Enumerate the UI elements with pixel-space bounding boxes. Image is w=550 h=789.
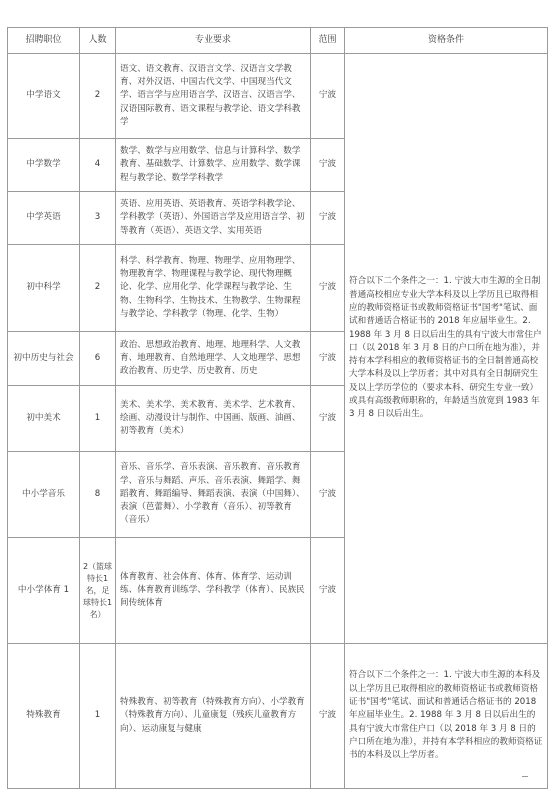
qualification-cell-group2: 符合以下二个条件之一：1. 宁波大市生源的本科及以上学历且已取得相应的教师资格证书或教师资格证书"国考"笔试、面试和普通话合格证书的 2018 年应届毕业生。2. 1988 年 3 月 8 日以后出生的具有宁波大市常住户口（以 2018 年 3 月 8 日的户口所在地为准），并持有本学科相应的教师资格证书的本科及以上学历者。 xyxy=(345,644,548,789)
position-cell: 特殊教育 xyxy=(8,644,80,789)
position-cell: 中学数学 xyxy=(8,139,80,192)
header-qualification: 资格条件 xyxy=(345,28,548,54)
header-count: 人数 xyxy=(80,28,116,54)
major-cell: 体育教育、社会体育、体育、体育学、运动训练、体育教育训练学、学科教学（体育）、民族民间传统体育 xyxy=(116,538,311,644)
major-cell: 音乐、音乐学、音乐表演、音乐教育、音乐教育学、音乐与舞蹈、声乐、音乐表演、舞蹈学、舞蹈教育、舞蹈编导、舞蹈表演、表演（中国舞）、表演（芭蕾舞）、小学教育（音乐）、初等教育（音乐） xyxy=(116,452,311,538)
position-cell: 中学英语 xyxy=(8,192,80,245)
table-header-row xyxy=(8,28,548,54)
page-corner-mark xyxy=(522,776,528,780)
header-scope: 范围 xyxy=(311,28,345,54)
count-cell: 2 xyxy=(80,54,116,139)
scope-cell: 宁波 xyxy=(311,538,345,644)
scope-cell: 宁波 xyxy=(311,54,345,139)
position-cell: 中学语文 xyxy=(8,54,80,139)
recruitment-table xyxy=(7,27,548,789)
major-cell: 语文、语文教育、汉语言文学、汉语言文学教育、对外汉语、中国古代文学、中国现当代文学、语言学与应用语言学、汉语言、汉语言学、汉语国际教育、语文课程与教学论、语文学科教学 xyxy=(116,54,311,139)
position-cell: 中小学音乐 xyxy=(8,452,80,538)
table-row xyxy=(8,644,548,789)
position-cell: 初中历史与社会 xyxy=(8,332,80,386)
scope-cell: 宁波 xyxy=(311,139,345,192)
major-cell: 特殊教育、初等教育（特殊教育方向）、小学教育（特殊教育方向）、儿童康复（残疾儿童教育方向）、运动康复与健康 xyxy=(116,644,311,789)
header-major: 专业要求 xyxy=(116,28,311,54)
table-row xyxy=(8,54,548,139)
major-cell: 美术、美术学、美术教育、美术学、艺术教育、绘画、动漫设计与制作、中国画、版画、油画、初等教育（美术） xyxy=(116,386,311,452)
scope-cell: 宁波 xyxy=(311,452,345,538)
major-cell: 数学、数学与应用数学、信息与计算科学、数学教育、基础数学、计算数学、应用数学、数学课程与教学论、数学学科教学 xyxy=(116,139,311,192)
position-cell: 中小学体育 1 xyxy=(8,538,80,644)
position-cell: 初中科学 xyxy=(8,245,80,332)
scope-cell: 宁波 xyxy=(311,644,345,789)
count-cell: 2（篮球特长1名，足球特长1名） xyxy=(80,538,116,644)
scope-cell: 宁波 xyxy=(311,192,345,245)
count-cell: 4 xyxy=(80,139,116,192)
scope-cell: 宁波 xyxy=(311,332,345,386)
count-cell: 1 xyxy=(80,644,116,789)
qualification-cell-group1: 符合以下二个条件之一：1. 宁波大市生源的全日制普通高校相应专业大学本科及以上学历且已取得相应的教师资格证书或教师资格证书"国考"笔试、面试和普通话合格证书的 2018 年应届毕业生。2. 1988 年 3 月 8 日以后出生的具有宁波大市常住户口（以 2018 年 3 月 8 日的户口所在地为准），并持有本学科相应的教师资格证书的全日制普通高校大学本科及以上学历者；其中对具有全日制研究生及以上学历学位的（要求本科、研究生专业一致）或具有高级教师职称的，年龄适当放宽到 1983 年 3 月 8 日以后出生。 xyxy=(345,54,548,644)
count-cell: 2 xyxy=(80,245,116,332)
major-cell: 英语、应用英语、英语教育、英语学科教学论、学科教学（英语）、外国语言学及应用语言学、初等教育（英语）、英语文学、实用英语 xyxy=(116,192,311,245)
major-cell: 政治、思想政治教育、地理、地理科学、人文教育、地理教育、自然地理学、人文地理学、思想政治教育、历史学、历史教育、历史 xyxy=(116,332,311,386)
count-cell: 3 xyxy=(80,192,116,245)
count-cell: 8 xyxy=(80,452,116,538)
header-position: 招聘职位 xyxy=(8,28,80,54)
major-cell: 科学、科学教育、物理、物理学、应用物理学、物理教育学、物理课程与教学论、现代物理概论、化学、应用化学、化学课程与教学论、生物、生物科学、生物技术、生物教学、生物课程与教学论、学科教学（物理、化学、生物） xyxy=(116,245,311,332)
position-cell: 初中美术 xyxy=(8,386,80,452)
count-cell: 6 xyxy=(80,332,116,386)
scope-cell: 宁波 xyxy=(311,386,345,452)
count-cell: 1 xyxy=(80,386,116,452)
scope-cell: 宁波 xyxy=(311,245,345,332)
